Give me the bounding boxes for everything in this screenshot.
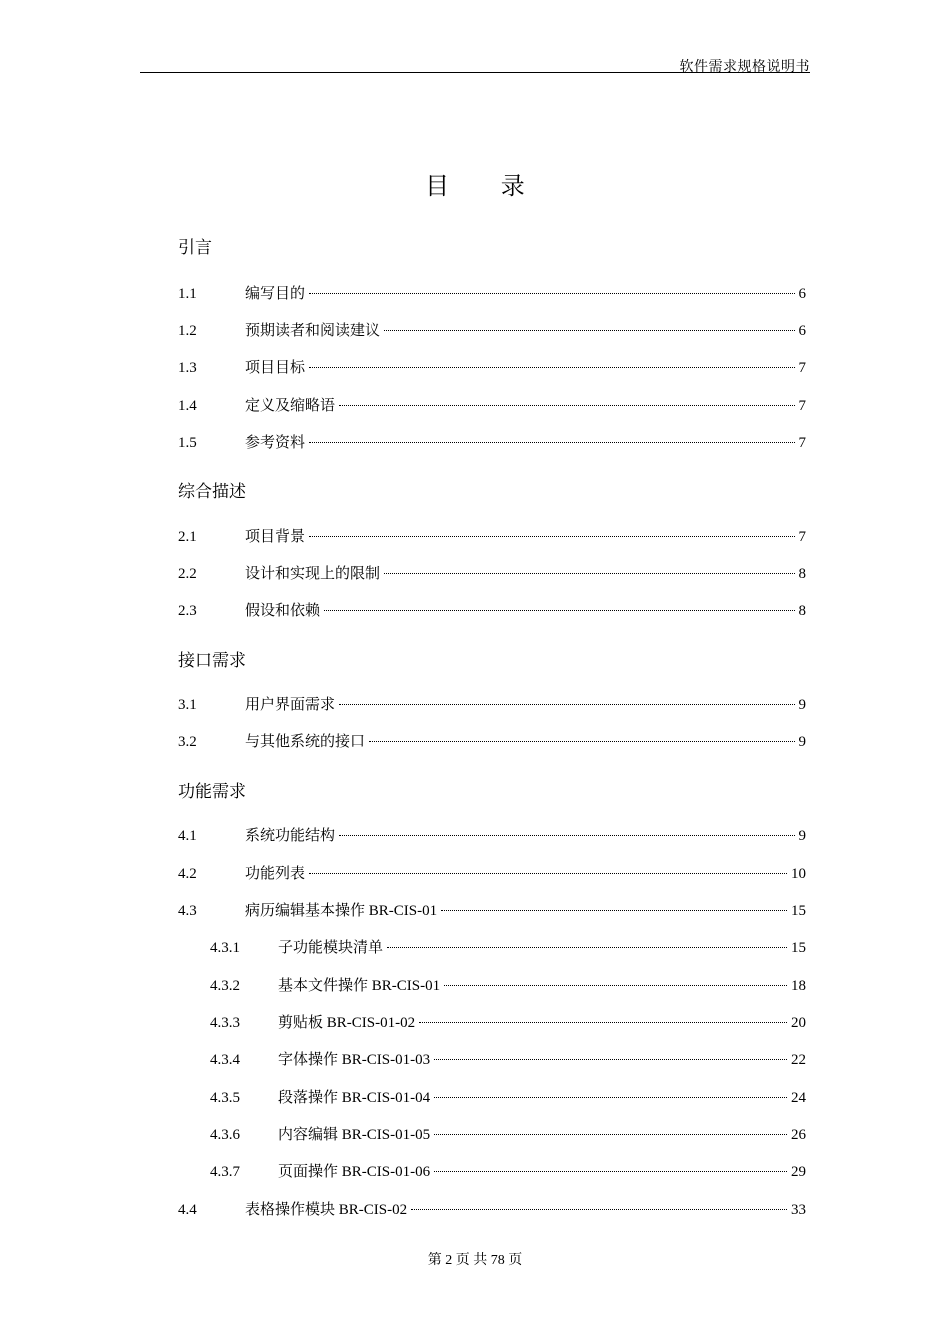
toc-entry-label: 表格操作模块 BR-CIS-02 bbox=[245, 1202, 408, 1218]
toc-entry-label: 假设和依赖 bbox=[245, 603, 321, 619]
toc-entry[interactable] bbox=[178, 937, 806, 959]
toc-entry-page: 29 bbox=[791, 1164, 806, 1180]
toc-entry-page: 6 bbox=[798, 323, 806, 339]
dot-leader bbox=[434, 1171, 787, 1172]
toc-entry[interactable] bbox=[178, 975, 806, 997]
toc-entry-label: 系统功能结构 bbox=[245, 828, 336, 844]
toc-entry-page: 9 bbox=[798, 697, 806, 713]
toc-entry-number: 4.3.6 bbox=[210, 1127, 240, 1143]
dot-leader bbox=[419, 1022, 787, 1023]
toc-entry-label: 页面操作 BR-CIS-01-06 bbox=[278, 1164, 431, 1180]
toc-entry-label: 子功能模块清单 bbox=[278, 940, 384, 956]
toc-entry-page: 6 bbox=[798, 286, 806, 302]
toc-entry-number: 1.2 bbox=[178, 323, 197, 339]
toc-entry-page: 22 bbox=[791, 1052, 806, 1068]
toc-entry-label: 预期读者和阅读建议 bbox=[245, 323, 381, 339]
toc-entry-label: 与其他系统的接口 bbox=[245, 734, 366, 750]
dot-leader bbox=[387, 947, 787, 948]
dot-leader bbox=[384, 330, 794, 331]
dot-leader bbox=[411, 1209, 787, 1210]
toc-entry[interactable] bbox=[178, 600, 806, 622]
dot-leader bbox=[369, 741, 794, 742]
toc-entry-number: 1.3 bbox=[178, 360, 197, 376]
toc-entry[interactable] bbox=[178, 694, 806, 716]
toc-entry-page: 7 bbox=[798, 435, 806, 451]
toc-entry-label: 病历编辑基本操作 BR-CIS-01 bbox=[245, 903, 438, 919]
toc-entry-label: 功能列表 bbox=[245, 866, 306, 882]
section-heading-functional[interactable]: 功能需求 bbox=[178, 782, 246, 802]
dot-leader bbox=[309, 873, 787, 874]
toc-entry[interactable] bbox=[178, 825, 806, 847]
dot-leader bbox=[309, 536, 794, 537]
toc-entry[interactable] bbox=[178, 432, 806, 454]
toc-entry-label: 用户界面需求 bbox=[245, 697, 336, 713]
toc-entry-number: 4.3.5 bbox=[210, 1090, 240, 1106]
toc-entry-number: 4.3.1 bbox=[210, 940, 240, 956]
toc-entry-label: 项目背景 bbox=[245, 529, 306, 545]
section-heading-overview[interactable]: 综合描述 bbox=[178, 482, 246, 502]
toc-entry-page: 10 bbox=[791, 866, 806, 882]
toc-entry-label: 编写目的 bbox=[245, 286, 306, 302]
toc-entry-number: 4.3.2 bbox=[210, 978, 240, 994]
page-footer: 第 2 页 共 78 页 bbox=[427, 1253, 523, 1268]
toc-entry-number: 4.3.3 bbox=[210, 1015, 240, 1031]
toc-entry-page: 15 bbox=[791, 940, 806, 956]
toc-entry-label: 剪贴板 BR-CIS-01-02 bbox=[278, 1015, 416, 1031]
toc-entry[interactable] bbox=[178, 900, 806, 922]
dot-leader bbox=[441, 910, 787, 911]
toc-entry-number: 4.3 bbox=[178, 903, 197, 919]
dot-leader bbox=[309, 367, 794, 368]
toc-entry-label: 定义及缩略语 bbox=[245, 398, 336, 414]
toc-entry-page: 7 bbox=[798, 398, 806, 414]
toc-entry-number: 4.3.4 bbox=[210, 1052, 240, 1068]
toc-entry-number: 3.2 bbox=[178, 734, 197, 750]
dot-leader bbox=[324, 610, 794, 611]
toc-entry-number: 4.1 bbox=[178, 828, 197, 844]
toc-entry-label: 设计和实现上的限制 bbox=[245, 566, 381, 582]
toc-entry[interactable] bbox=[178, 283, 806, 305]
toc-entry[interactable] bbox=[178, 357, 806, 379]
toc-entry[interactable] bbox=[178, 731, 806, 753]
dot-leader bbox=[434, 1134, 787, 1135]
toc-entry-page: 26 bbox=[791, 1127, 806, 1143]
header-rule bbox=[140, 72, 810, 73]
toc-entry[interactable] bbox=[178, 563, 806, 585]
toc-entry-number: 4.2 bbox=[178, 866, 197, 882]
dot-leader bbox=[384, 573, 794, 574]
toc-entry[interactable] bbox=[178, 1199, 806, 1221]
toc-entry[interactable] bbox=[178, 526, 806, 548]
toc-entry-label: 参考资料 bbox=[245, 435, 306, 451]
toc-entry-page: 18 bbox=[791, 978, 806, 994]
dot-leader bbox=[309, 442, 794, 443]
dot-leader bbox=[309, 293, 794, 294]
section-heading-interface[interactable]: 接口需求 bbox=[178, 651, 246, 671]
toc-entry-page: 9 bbox=[798, 734, 806, 750]
toc-entry-label: 基本文件操作 BR-CIS-01 bbox=[278, 978, 441, 994]
toc-entry-label: 段落操作 BR-CIS-01-04 bbox=[278, 1090, 431, 1106]
header-title: 软件需求规格说明书 bbox=[679, 60, 810, 75]
toc-entry-number: 4.3.7 bbox=[210, 1164, 240, 1180]
toc-entry[interactable] bbox=[178, 863, 806, 885]
toc-entry-label: 内容编辑 BR-CIS-01-05 bbox=[278, 1127, 431, 1143]
toc-title: 目 录 bbox=[425, 172, 547, 200]
dot-leader bbox=[339, 405, 794, 406]
toc-entry-page: 7 bbox=[798, 529, 806, 545]
toc-entry-page: 20 bbox=[791, 1015, 806, 1031]
toc-entry-number: 1.5 bbox=[178, 435, 197, 451]
toc-entry[interactable] bbox=[178, 320, 806, 342]
toc-entry-number: 2.2 bbox=[178, 566, 197, 582]
dot-leader bbox=[444, 985, 787, 986]
toc-entry-number: 3.1 bbox=[178, 697, 197, 713]
toc-entry[interactable] bbox=[178, 1012, 806, 1034]
toc-entry-page: 9 bbox=[798, 828, 806, 844]
toc-entry-label: 字体操作 BR-CIS-01-03 bbox=[278, 1052, 431, 1068]
toc-entry[interactable] bbox=[178, 1049, 806, 1071]
toc-entry-page: 15 bbox=[791, 903, 806, 919]
toc-entry-number: 2.1 bbox=[178, 529, 197, 545]
dot-leader bbox=[339, 704, 794, 705]
toc-entry-number: 1.1 bbox=[178, 286, 197, 302]
toc-entry-number: 4.4 bbox=[178, 1202, 197, 1218]
toc-entry-number: 1.4 bbox=[178, 398, 197, 414]
dot-leader bbox=[339, 835, 794, 836]
toc-entry-page: 24 bbox=[791, 1090, 806, 1106]
toc-entry-page: 33 bbox=[791, 1202, 806, 1218]
toc-entry-page: 8 bbox=[798, 566, 806, 582]
dot-leader bbox=[434, 1097, 787, 1098]
toc-entry[interactable] bbox=[178, 1087, 806, 1109]
toc-entry-page: 8 bbox=[798, 603, 806, 619]
toc-entry[interactable] bbox=[178, 1124, 806, 1146]
section-heading-intro[interactable]: 引言 bbox=[178, 238, 212, 258]
dot-leader bbox=[434, 1059, 787, 1060]
toc-entry-number: 2.3 bbox=[178, 603, 197, 619]
toc-entry[interactable] bbox=[178, 1161, 806, 1183]
toc-entry-label: 项目目标 bbox=[245, 360, 306, 376]
toc-entry[interactable] bbox=[178, 395, 806, 417]
toc-entry-page: 7 bbox=[798, 360, 806, 376]
